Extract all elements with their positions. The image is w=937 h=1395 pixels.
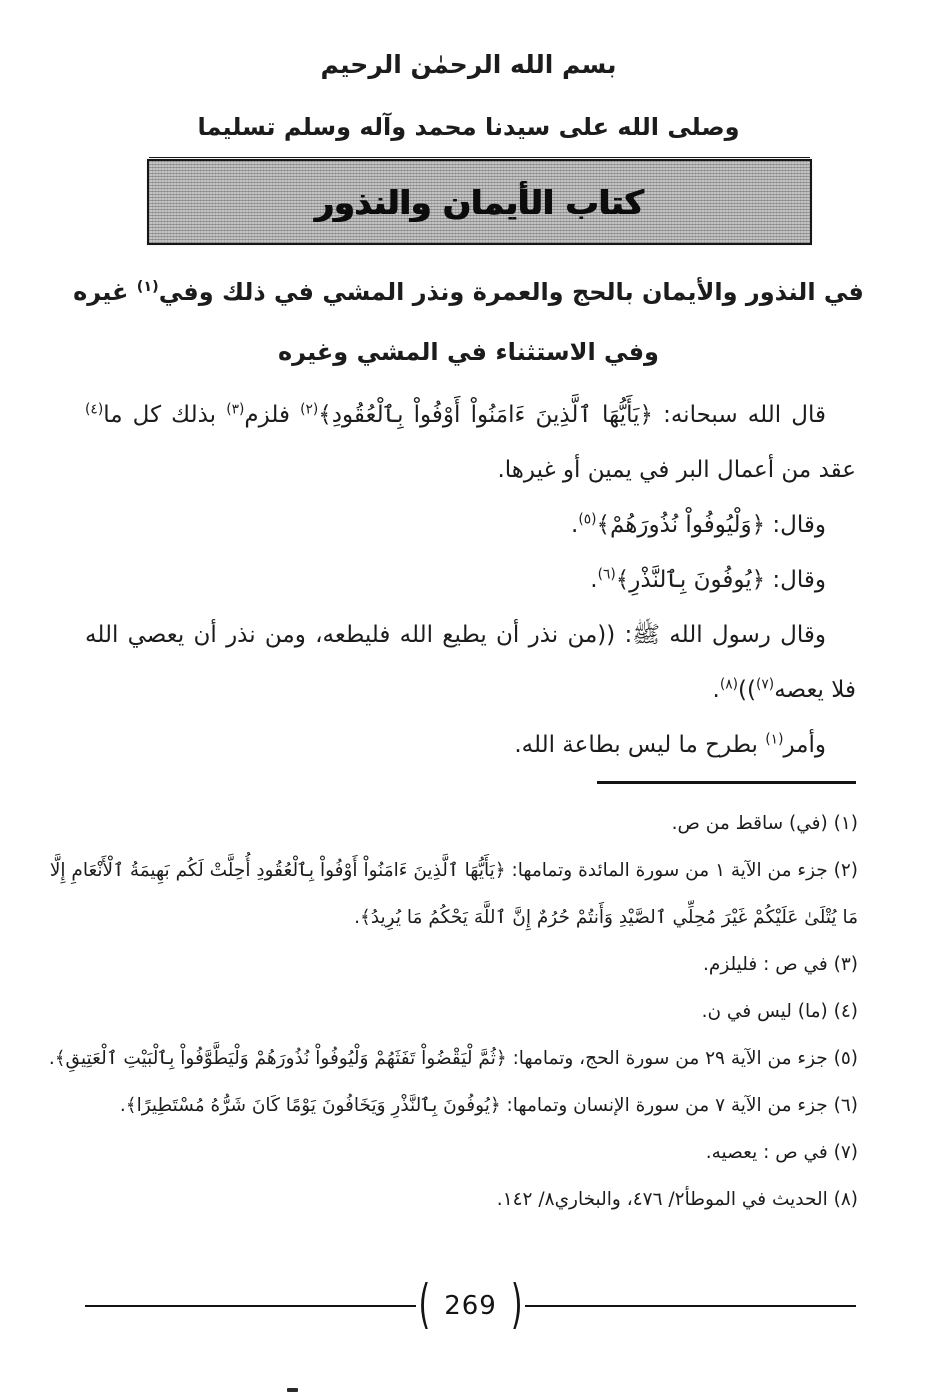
page-number-bracket-right: ) [510, 1274, 523, 1336]
footnote-item: (٤) (ما) ليس في ن. [701, 1001, 858, 1022]
body-paragraph: قال الله سبحانه: ﴿يَأَيُّهَا ٱلَّذِينَ ءَامَنُواْ أَوْفُواْ بِٱلْعُقُودِ﴾$^{(٢)}$ فلزم$^{(٣)}$ بذلك كل ما$^{(٤)}$ عقد من أعمال البر في يمين أو غيرها. [85, 401, 856, 483]
footnote-item: (٦) جزء من الآية ٧ من سورة الإنسان وتمامها: ﴿يُوفُونَ بِٱلنَّذْرِ وَيَخَافُونَ يَوْمًا كَانَ شَرُّهُ مُسْتَطِيرًا﴾. [119, 1095, 858, 1116]
footnote-item: (٨) الحديث في الموطأ٢/ ٤٧٦، والبخاري٨/ ١٤٢. [496, 1189, 858, 1210]
footnote-item: (١) (في) ساقط من ص. [671, 813, 858, 834]
footnote-item: (٢) جزء من الآية ١ من سورة المائدة وتمامها: ﴿يَأَيُّهَا ٱلَّذِينَ ءَامَنُواْ أَوْفُواْ بِٱلْعُقُودِ أُحِلَّتْ لَكُم بَهِيمَةُ ٱلْأَنْعَامِ إِلَّا مَا يُتْلَىٰ عَلَيْكُمْ غَيْرَ مُحِلِّي ٱلصَّيْدِ وَأَنتُمْ حُرُمٌ إِنَّ ٱللَّهَ يَحْكُمُ مَا يُرِيدُ﴾. [49, 860, 858, 928]
body-paragraph: وأمر$^{(١)}$ بطرح ما ليس بطاعة الله. [514, 731, 826, 758]
page-footer [85, 1276, 856, 1336]
footnote-item: (٧) في ص : يعصيه. [705, 1142, 858, 1163]
salutation-line: وصلى الله على سيدنا محمد وآله وسلم تسليما [197, 113, 740, 141]
body-paragraph: وقال: ﴿يُوفُونَ بِٱلنَّذْرِ﴾$^{(٦)}$. [590, 566, 826, 593]
footnote-separator-rule [597, 781, 856, 784]
page-number: 269 [444, 1291, 497, 1321]
book-title: كتاب الأيمان والنذور [315, 182, 644, 222]
footer-rule-left [85, 1305, 416, 1307]
body-paragraph: وقال: ﴿وَلْيُوفُواْ نُذُورَهُمْ﴾$^{(٥)}$. [571, 511, 826, 538]
page-number-bracket-left: ( [418, 1274, 431, 1336]
book-title-banner [147, 159, 812, 245]
body-paragraph: وقال رسول الله ﷺ: ((من نذر أن يطيع الله فليطعه، ومن نذر أن يعصي الله فلا يعصه$^{(٧)}$))$^{(٨)}$. [85, 622, 856, 703]
scan-artifact-speck [287, 1388, 298, 1392]
bismillah-line: بسم الله الرحمٰن الرحيم [320, 50, 617, 79]
body-text [85, 388, 856, 773]
footnotes-block [45, 800, 858, 1223]
chapter-heading-line2: وفي الاستثناء في المشي وغيره [278, 338, 659, 366]
footnote-item: (٥) جزء من الآية ٢٩ من سورة الحج، وتمامها: ﴿ثُمَّ لْيَقْضُواْ تَفَثَهُمْ وَلْيُوفُواْ نُذُورَهُمْ وَلْيَطَّوَّفُواْ بِٱلْبَيْتِ ٱلْعَتِيقِ﴾. [48, 1048, 858, 1069]
chapter-heading-line1: في النذور والأيمان بالحج والعمرة ونذر المشي في ذلك وفي$^{(١)}$ غيره [73, 278, 864, 306]
footer-rule-right [525, 1305, 856, 1307]
footnote-item: (٣) في ص : فليلزم. [703, 954, 858, 975]
page-number-group [416, 1274, 524, 1336]
